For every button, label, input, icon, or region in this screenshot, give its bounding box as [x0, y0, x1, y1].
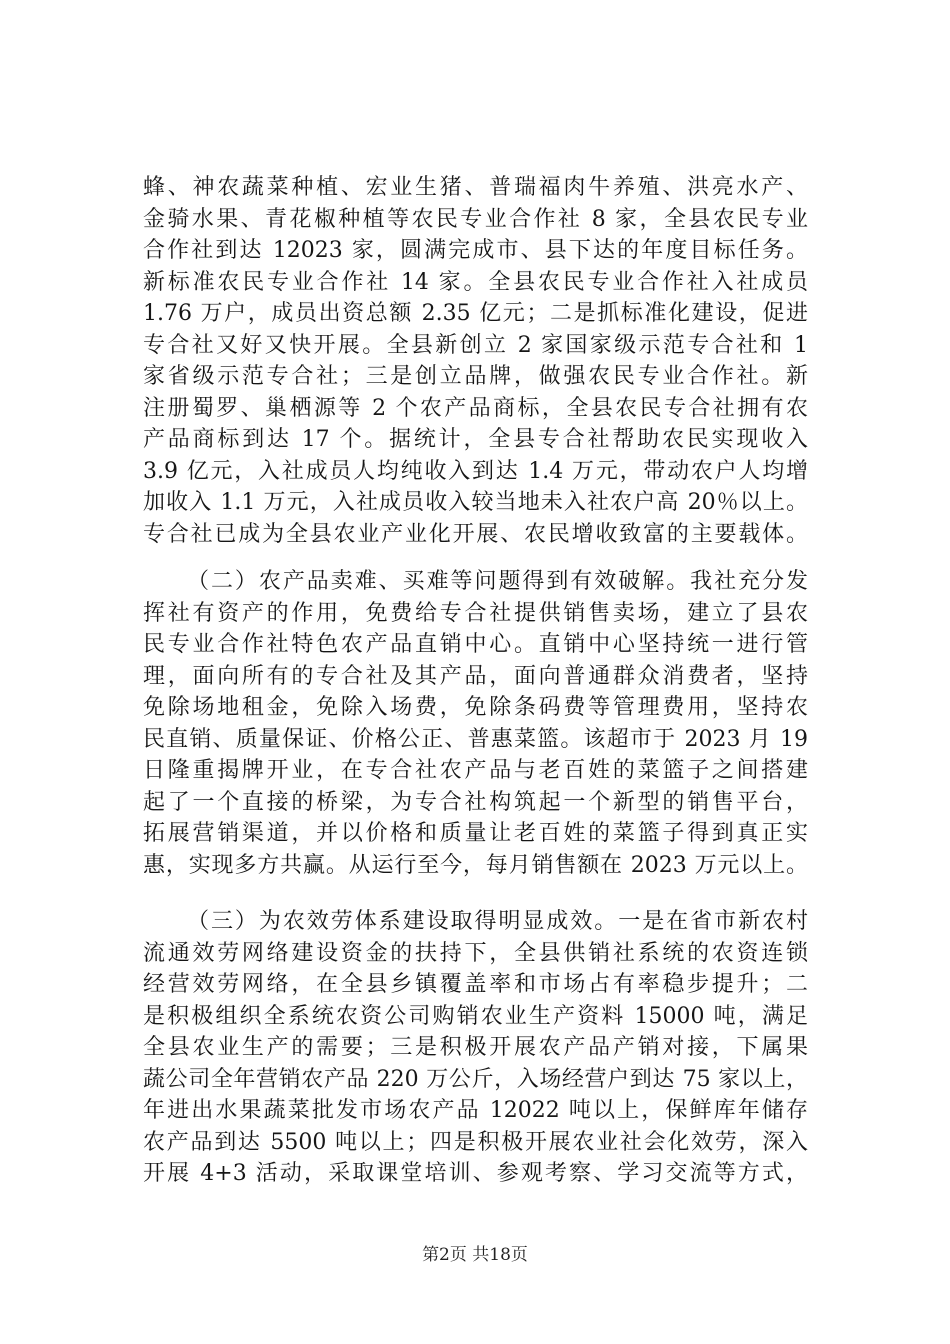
text-line: 拓展营销渠道，并以价格和质量让老百姓的菜篮子得到真正实: [143, 821, 808, 846]
text-line: 合作社到达 12023 家，圆满完成市、县下达的年度目标任务。: [143, 238, 808, 263]
text-line: 金骑水果、青花椒种植等农民专业合作社 8 家，全县农民专业: [143, 206, 808, 232]
text-line: 日隆重揭牌开业，在专合社农产品与老百姓的菜篮子之间搭建: [143, 758, 808, 783]
text-line: 蔬公司全年营销农产品 220 万公斤，入场经营户到达 75 家以上，: [143, 1066, 808, 1092]
text-line: 流通效劳网络建设资金的扶持下，全县供销社系统的农资连锁: [143, 940, 808, 966]
text-line: 新标准农民专业合作社 14 家。全县农民专业合作社入社成员: [143, 269, 808, 295]
page-footer: 第2页 共18页: [422, 1245, 528, 1265]
text-line: 专合社又好又快开展。全县新创立 2 家国家级示范专合社和 1: [143, 332, 808, 358]
text-line: 起了一个直接的桥梁，为专合社构筑起一个新型的销售平台，: [143, 789, 808, 815]
text-line: 经营效劳网络，在全县乡镇覆盖率和市场占有率稳步提升；二: [143, 972, 808, 997]
text-line: 开展 4+3 活动，采取课堂培训、参观考察、学习交流等方式，: [143, 1161, 808, 1186]
text-line: 理，面向所有的专合社及其产品，面向普通群众消费者，坚持: [143, 663, 808, 689]
text-line: 注册蜀罗、巢栖源等 2 个农产品商标，全县农民专合社拥有农: [143, 395, 808, 421]
paragraph-1: [143, 172, 808, 550]
text-line: 专合社已成为全县农业产业化开展、农民增收致富的主要载体。: [143, 521, 808, 547]
text-line: 全县农业生产的需要；三是积极开展农产品产销对接，下属果: [143, 1035, 808, 1060]
text-line: 家省级示范专合社；三是创立品牌，做强农民专业合作社。新: [143, 364, 808, 389]
text-line: 民直销、质量保证、价格公正、普惠菜篮。该超市于 2023 月 19: [143, 726, 808, 752]
paragraph-3: [143, 906, 808, 1190]
text-line: 年进出水果蔬菜批发市场农产品 12022 吨以上，保鲜库年储存: [143, 1098, 808, 1123]
text-line: 惠，实现多方共赢。从运行至今，每月销售额在 2023 万元以上。: [143, 852, 808, 878]
paragraph-2: [143, 566, 808, 881]
text-line: 1.76 万户，成员出资总额 2.35 亿元；二是抓标准化建设，促进: [143, 301, 808, 326]
text-line: 是积极组织全系统农资公司购销农业生产资料 15000 吨，满足: [143, 1003, 808, 1029]
text-line: （三）为农效劳体系建设取得明显成效。一是在省市新农村: [187, 909, 808, 934]
text-line: 民专业合作社特色农产品直销中心。直销中心坚持统一进行管: [143, 632, 808, 657]
text-line: 蜂、神农蔬菜种植、宏业生猪、普瑞福肉牛养殖、洪亮水产、: [143, 175, 808, 200]
text-line: 农产品到达 5500 吨以上；四是积极开展农业社会化效劳，深入: [143, 1129, 808, 1155]
text-line: 产品商标到达 17 个。据统计，全县专合社帮助农民实现收入: [143, 427, 808, 452]
text-line: 3.9 亿元，入社成员人均纯收入到达 1.4 万元，带动农户人均增: [143, 458, 808, 484]
text-line: （二）农产品卖难、买难等问题得到有效破解。我社充分发: [187, 569, 808, 594]
text-line: 挥社有资产的作用，免费给专合社提供销售卖场，建立了县农: [143, 600, 808, 626]
text-line: 免除场地租金，免除入场费，免除条码费等管理费用，坚持农: [143, 695, 808, 720]
text-line: 加收入 1.1 万元，入社成员收入较当地未入社农户高 20％以上。: [143, 490, 808, 515]
